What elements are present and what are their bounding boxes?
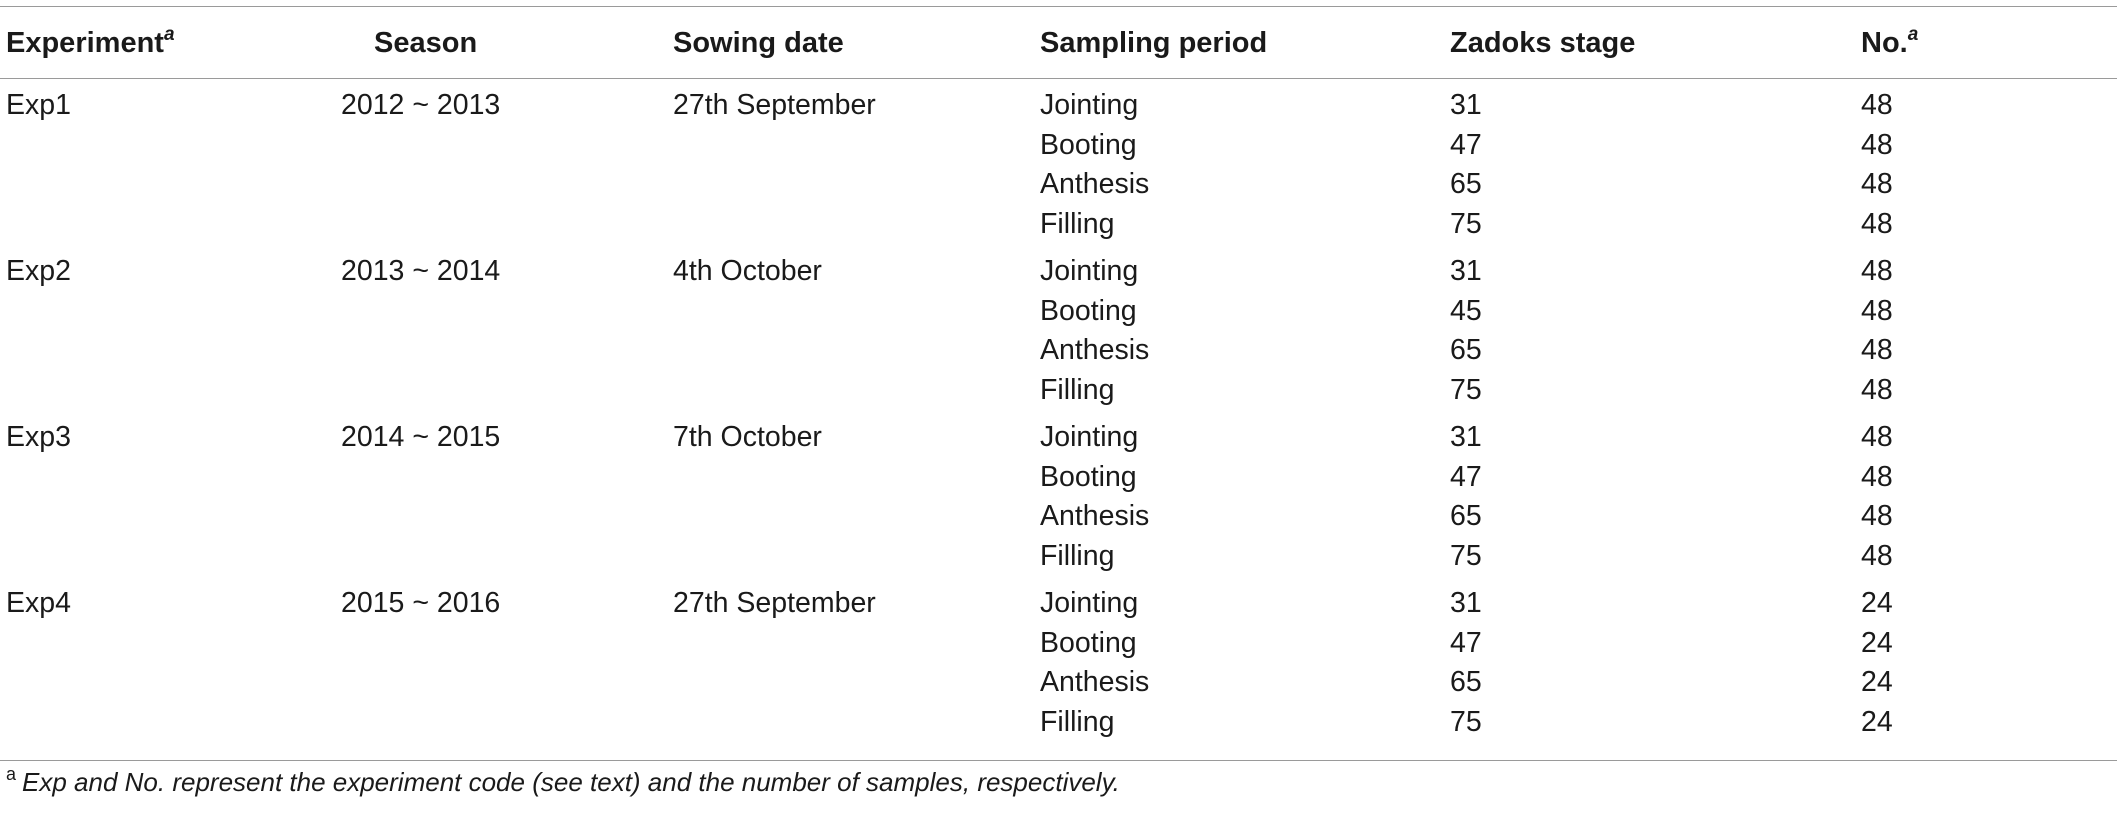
sample-number: 48 [1861, 539, 1893, 572]
header-zadoks-stage: Zadoks stage [1450, 27, 1636, 59]
zadoks-stage: 47 [1450, 460, 1482, 493]
sampling-period: Jointing [1040, 255, 1139, 287]
table-header-rule [0, 78, 2117, 79]
footnote-mark: a [6, 764, 17, 784]
sampling-period: Booting [1040, 460, 1137, 493]
header-experiment-label: Experiment [6, 27, 164, 59]
sample-number: 48 [1861, 168, 1893, 200]
sample-number: 24 [1861, 666, 1893, 698]
sample-number: 48 [1861, 334, 1893, 366]
sample-number: 48 [1861, 207, 1893, 240]
sample-number: 24 [1861, 626, 1893, 659]
sampling-period: Jointing [1040, 587, 1139, 619]
cell-sowing-date: 27th September [673, 587, 876, 619]
header-experiment [6, 26, 175, 60]
header-number-footnote-mark: a [1907, 24, 1919, 45]
zadoks-stage: 31 [1450, 421, 1482, 453]
sampling-period: Filling [1040, 539, 1115, 572]
sampling-period: Jointing [1040, 421, 1139, 453]
sampling-period: Anthesis [1040, 168, 1150, 200]
header-experiment-footnote-mark: a [163, 24, 175, 45]
cell-experiment: Exp4 [6, 587, 71, 619]
cell-sowing-date: 27th September [673, 89, 876, 121]
cell-sowing-date: 4th October [673, 255, 822, 287]
sample-number: 48 [1861, 128, 1893, 161]
cell-sample-numbers [1861, 86, 1893, 244]
cell-sampling-periods [1040, 86, 1149, 244]
zadoks-stage: 75 [1450, 207, 1482, 240]
cell-zadoks-stages [1450, 418, 1482, 576]
header-season: Season [374, 27, 478, 59]
sampling-period: Anthesis [1040, 334, 1150, 366]
sample-number: 24 [1861, 705, 1893, 738]
sampling-period: Booting [1040, 294, 1137, 327]
header-number [1861, 26, 1918, 60]
sampling-period: Booting [1040, 128, 1137, 161]
cell-experiment: Exp3 [6, 421, 71, 453]
cell-season: 2012 ~ 2013 [341, 89, 501, 121]
zadoks-stage: 65 [1450, 168, 1482, 200]
zadoks-stage: 75 [1450, 705, 1482, 738]
zadoks-stage: 31 [1450, 255, 1482, 287]
sample-number: 48 [1861, 373, 1893, 406]
header-sampling-period: Sampling period [1040, 27, 1268, 59]
cell-sowing-date: 7th October [673, 421, 822, 453]
sample-number: 48 [1861, 294, 1893, 327]
cell-zadoks-stages [1450, 584, 1482, 742]
sample-number: 48 [1861, 255, 1893, 287]
sample-number: 48 [1861, 500, 1893, 532]
header-sowing-date: Sowing date [673, 27, 844, 59]
cell-sampling-periods [1040, 252, 1149, 410]
sample-number: 24 [1861, 587, 1893, 619]
sampling-period: Filling [1040, 373, 1115, 406]
cell-sample-numbers [1861, 252, 1893, 410]
cell-sampling-periods [1040, 584, 1149, 742]
table-footnote [6, 766, 1120, 798]
cell-sample-numbers [1861, 584, 1893, 742]
cell-season: 2015 ~ 2016 [341, 587, 501, 619]
zadoks-stage: 65 [1450, 666, 1482, 698]
footnote-text: Exp and No. represent the experiment code (see text) and the number of samples, respectively. [22, 767, 1120, 797]
zadoks-stage: 75 [1450, 373, 1482, 406]
zadoks-stage: 47 [1450, 626, 1482, 659]
cell-sampling-periods [1040, 418, 1149, 576]
sample-number: 48 [1861, 89, 1893, 121]
cell-season: 2013 ~ 2014 [341, 255, 501, 287]
cell-experiment: Exp2 [6, 255, 71, 287]
cell-experiment: Exp1 [6, 89, 71, 121]
sampling-period: Anthesis [1040, 500, 1150, 532]
table-header [0, 6, 2117, 78]
zadoks-stage: 47 [1450, 128, 1482, 161]
zadoks-stage: 45 [1450, 294, 1482, 327]
zadoks-stage: 31 [1450, 587, 1482, 619]
zadoks-stage: 31 [1450, 89, 1482, 121]
zadoks-stage: 65 [1450, 334, 1482, 366]
sample-number: 48 [1861, 421, 1893, 453]
cell-season: 2014 ~ 2015 [341, 421, 501, 453]
cell-zadoks-stages [1450, 252, 1482, 410]
table-bottom-rule [0, 760, 2117, 761]
sampling-period: Jointing [1040, 89, 1139, 121]
zadoks-stage: 65 [1450, 500, 1482, 532]
sampling-period: Anthesis [1040, 666, 1150, 698]
zadoks-stage: 75 [1450, 539, 1482, 572]
sampling-period: Filling [1040, 705, 1115, 738]
cell-zadoks-stages [1450, 86, 1482, 244]
sample-number: 48 [1861, 460, 1893, 493]
sampling-period: Filling [1040, 207, 1115, 240]
cell-sample-numbers [1861, 418, 1893, 576]
header-number-label: No. [1861, 27, 1908, 59]
sampling-period: Booting [1040, 626, 1137, 659]
